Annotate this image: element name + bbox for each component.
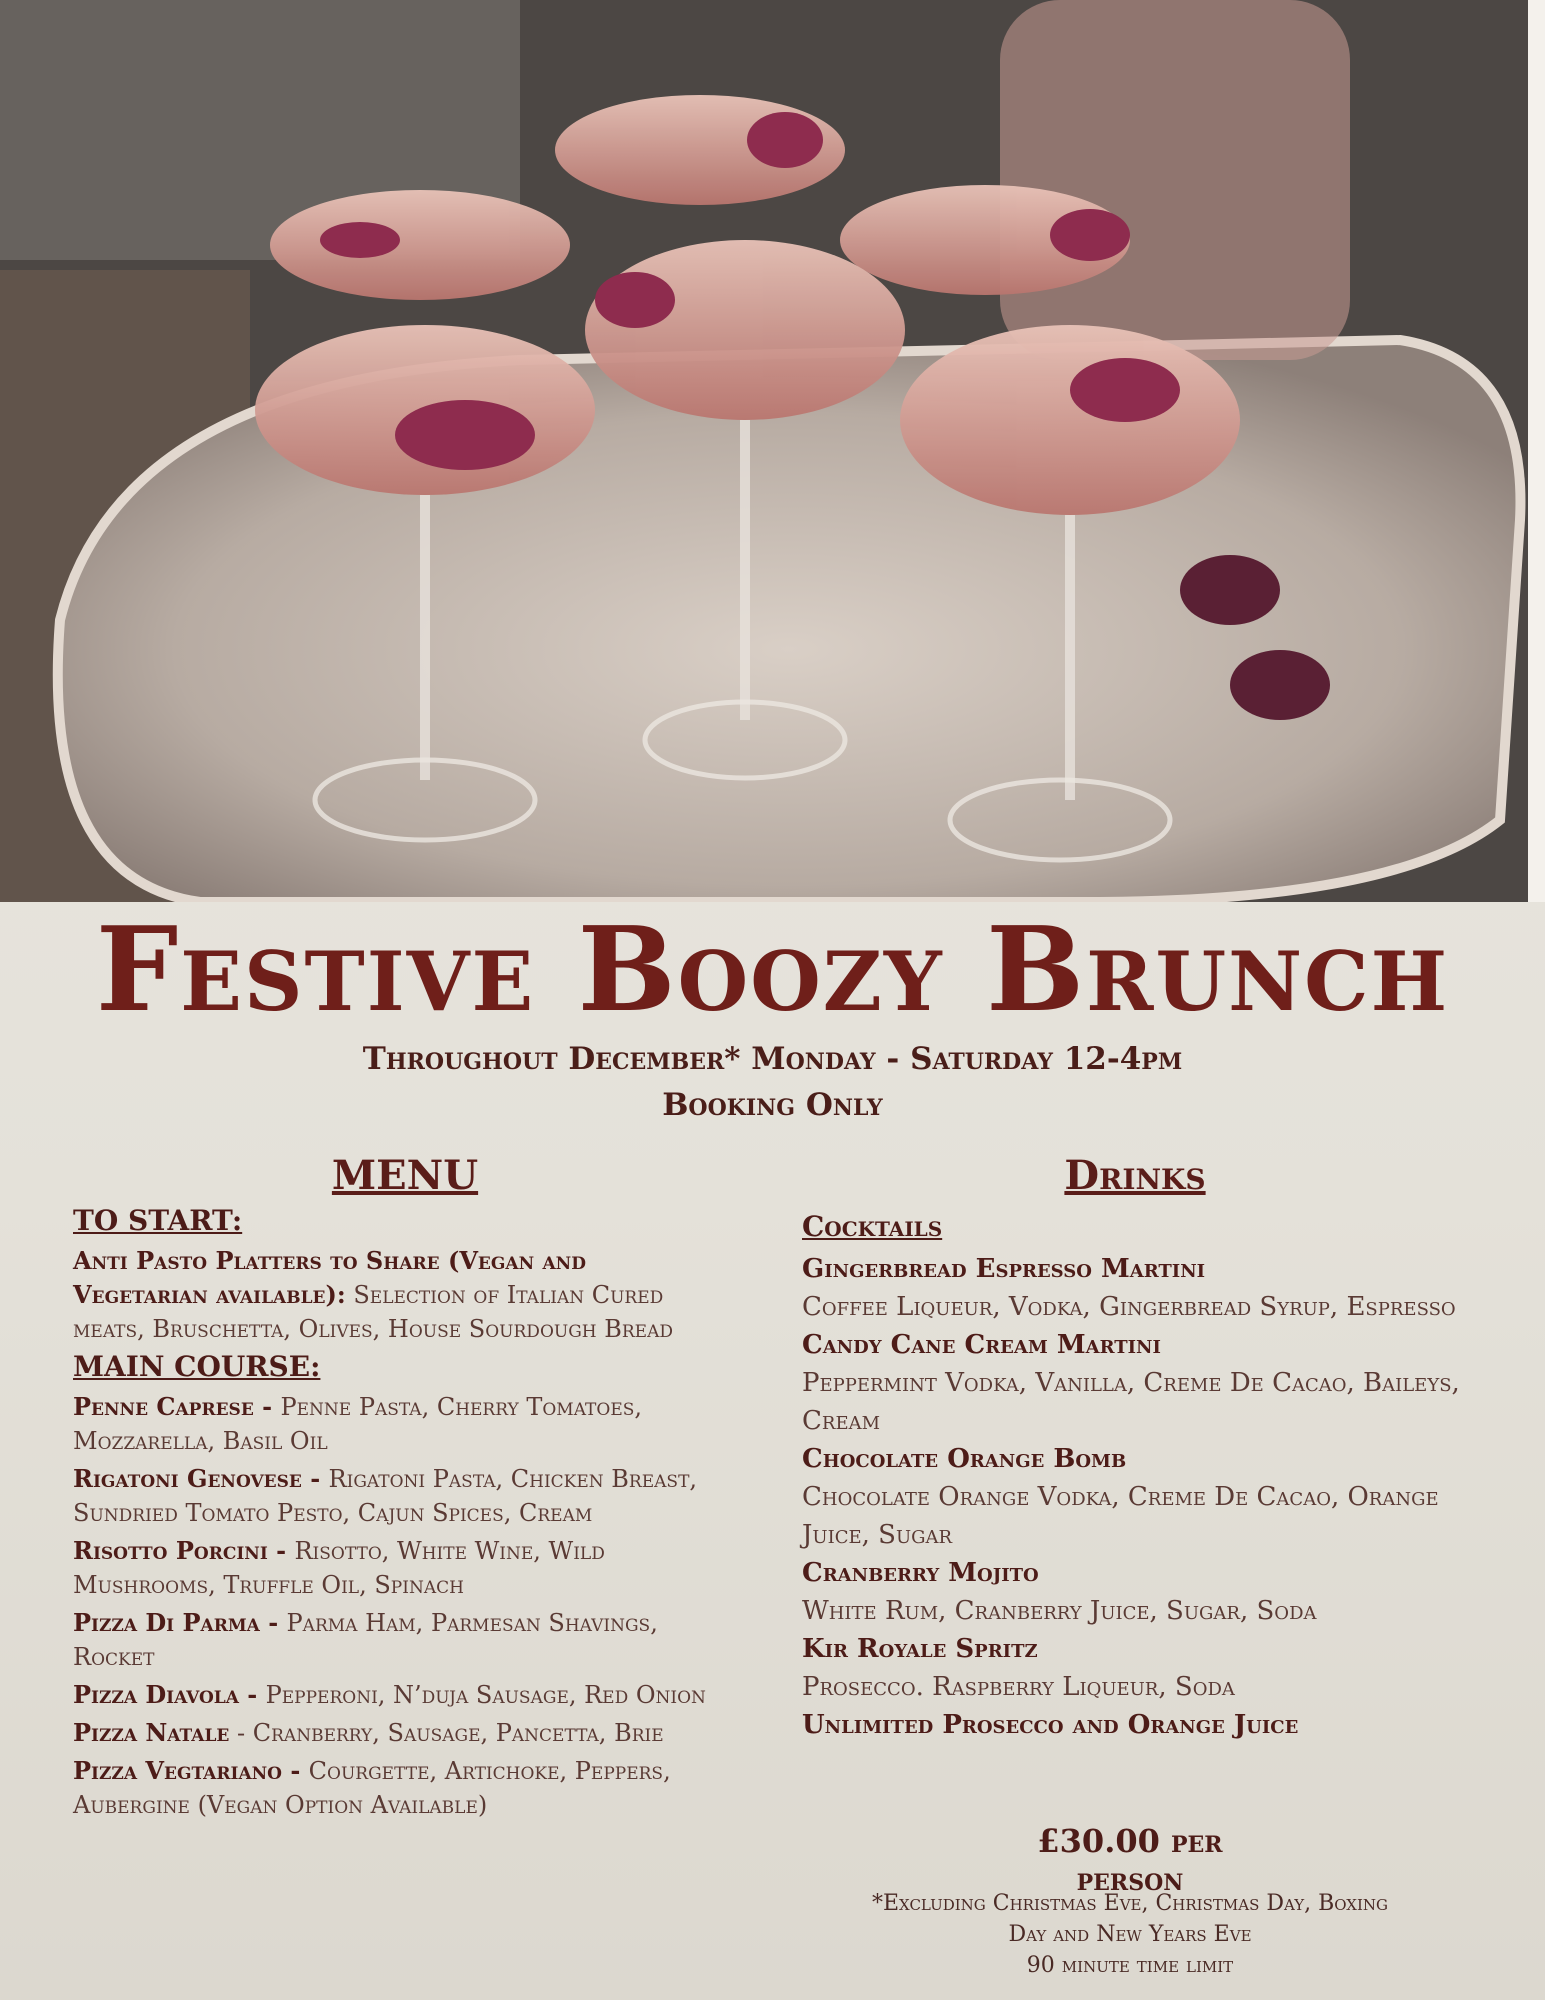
page-title: Festive Boozy Brunch bbox=[95, 902, 1450, 1038]
menu-item-name: Rigatoni Genovese - bbox=[73, 1464, 329, 1493]
menu-item-desc: Parma Ham, Parmesan Shavings, Rocket bbox=[73, 1609, 658, 1671]
menu-item-name: Pizza Natale bbox=[73, 1718, 230, 1747]
footnote-line: Day and New Years Eve bbox=[1008, 1922, 1252, 1947]
drink-name: Gingerbread Espresso Martini bbox=[802, 1254, 1206, 1284]
menu-item-name: Penne Caprese - bbox=[73, 1392, 281, 1421]
drink-desc: Peppermint Vodka, Vanilla, Creme De Cacao, Baileys, Cream bbox=[802, 1368, 1460, 1436]
menu-item bbox=[73, 1244, 723, 1346]
menu-item bbox=[73, 1678, 723, 1712]
drink-name: Cranberry Mojito bbox=[802, 1558, 1039, 1588]
menu-column bbox=[73, 1204, 723, 1826]
drink-name: Chocolate Orange Bomb bbox=[802, 1444, 1127, 1474]
schedule-line: Throughout December* Monday - Saturday 12-4pm bbox=[362, 1041, 1183, 1077]
footnote-line: 90 minute time limit bbox=[1026, 1953, 1234, 1978]
menu-item bbox=[73, 1716, 723, 1750]
menu-item-name: Pizza Vegtariano - bbox=[73, 1756, 309, 1785]
menu-item bbox=[73, 1606, 723, 1674]
start-heading: TO START: bbox=[73, 1204, 243, 1237]
main-course-heading: MAIN COURSE: bbox=[73, 1350, 321, 1383]
menu-item-name: Anti Pasto Platters to Share (Vegan and Vegetarian available): bbox=[73, 1246, 586, 1309]
drinks-heading: Drinks bbox=[1064, 1152, 1206, 1199]
footnote-line: *Excluding Christmas Eve, Christmas Day, Boxing bbox=[871, 1891, 1389, 1916]
menu-item-desc: Courgette, Artichoke, Peppers, Aubergine (Vegan Option Available) bbox=[73, 1757, 671, 1819]
menu-item-desc: Risotto, White Wine, Wild Mushrooms, Truffle Oil, Spinach bbox=[73, 1537, 605, 1599]
drink-desc: White Rum, Cranberry Juice, Sugar, Soda bbox=[802, 1596, 1317, 1626]
drinks-column bbox=[802, 1210, 1482, 1744]
drink-desc: Prosecco. Raspberry Liqueur, Soda bbox=[802, 1672, 1235, 1702]
drink-desc: Chocolate Orange Vodka, Creme De Cacao, Orange Juice, Sugar bbox=[802, 1482, 1439, 1550]
menu-item bbox=[73, 1390, 723, 1458]
price: £30.00 per person bbox=[1037, 1822, 1223, 1898]
menu-item bbox=[73, 1462, 723, 1530]
drink-desc: Coffee Liqueur, Vodka, Gingerbread Syrup, Espresso bbox=[802, 1292, 1456, 1322]
menu-item bbox=[73, 1534, 723, 1602]
menu-item-desc: Pepperoni, N’duja Sausage, Red Onion bbox=[265, 1681, 706, 1709]
menu-heading: MENU bbox=[331, 1152, 479, 1199]
menu-item-desc: - Cranberry, Sausage, Pancetta, Brie bbox=[229, 1719, 664, 1747]
footnote bbox=[800, 1888, 1460, 1981]
menu-item-desc: Selection of Italian Cured meats, Bruschetta, Olives, House Sourdough Bread bbox=[73, 1281, 673, 1343]
drink-name: Candy Cane Cream Martini bbox=[802, 1330, 1161, 1360]
menu-item-name: Risotto Porcini - bbox=[73, 1536, 295, 1565]
drink-name: Kir Royale Spritz bbox=[802, 1634, 1038, 1664]
menu-item-name: Pizza Di Parma - bbox=[73, 1608, 287, 1637]
menu-item-desc: Penne Pasta, Cherry Tomatoes, Mozzarella, Basil Oil bbox=[73, 1393, 643, 1455]
menu-item-desc: Rigatoni Pasta, Chicken Breast, Sundried Tomato Pesto, Cajun Spices, Cream bbox=[73, 1465, 698, 1527]
header-photo bbox=[0, 0, 1528, 902]
cocktails-heading: Cocktails bbox=[802, 1210, 943, 1243]
menu-item bbox=[73, 1754, 723, 1822]
photo-edge bbox=[1528, 0, 1545, 902]
booking-line: Booking Only bbox=[662, 1087, 883, 1123]
menu-item-name: Pizza Diavola - bbox=[73, 1680, 266, 1709]
drink-name: Unlimited Prosecco and Orange Juice bbox=[802, 1710, 1299, 1740]
